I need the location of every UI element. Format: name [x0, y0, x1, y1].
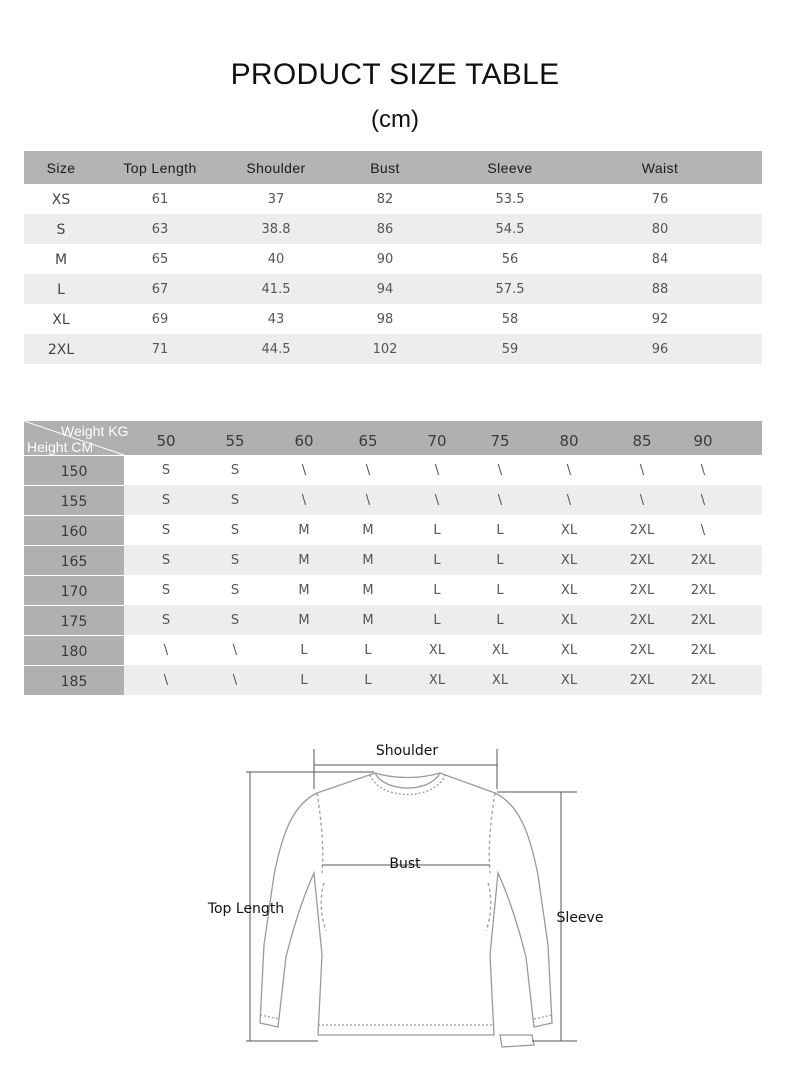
height-cell [24, 545, 124, 575]
recommended-size: 2XL [629, 643, 655, 658]
recommended-size: \ [566, 493, 572, 508]
measurement-value: 94 [376, 282, 394, 297]
recommended-size: 2XL [629, 583, 655, 598]
recommended-size: L [433, 613, 441, 628]
size-label: XL [52, 312, 70, 328]
recommended-size: XL [428, 643, 446, 658]
recommended-size: \ [497, 493, 503, 508]
height-value: 155 [60, 494, 88, 510]
column-header: Top Length [123, 160, 197, 176]
recommended-size: S [161, 553, 171, 568]
recommended-size: L [300, 643, 308, 658]
recommended-size: M [362, 553, 374, 568]
table-row [24, 274, 762, 304]
height-value: 180 [60, 644, 88, 660]
recommended-size: S [230, 553, 240, 568]
measurement-value: 98 [376, 312, 394, 327]
table-row [24, 485, 762, 515]
measurement-value: 88 [651, 282, 669, 297]
recommended-size: \ [232, 643, 238, 658]
height-cell [24, 575, 124, 605]
recommended-size: XL [560, 643, 578, 658]
height-value: 160 [60, 524, 88, 540]
measurement-value: 43 [267, 312, 285, 327]
weight-header: 90 [693, 432, 713, 450]
measurement-value: 37 [267, 192, 285, 207]
fit-table [24, 421, 762, 695]
recommended-size: S [161, 463, 171, 478]
table-row [24, 334, 762, 364]
size-label: L [57, 282, 65, 298]
table-row [24, 665, 762, 695]
recommended-size: M [298, 583, 310, 598]
measurement-value: 38.8 [261, 222, 291, 237]
height-value: 165 [60, 554, 88, 570]
measurement-value: 54.5 [495, 222, 525, 237]
height-cell [24, 455, 124, 485]
measurement-value: 56 [501, 252, 519, 267]
recommended-size: S [161, 493, 171, 508]
recommended-size: \ [163, 643, 169, 658]
measurement-value: 90 [376, 252, 394, 267]
height-value: 150 [60, 464, 88, 480]
recommended-size: 2XL [690, 613, 716, 628]
table-row [24, 244, 762, 274]
recommended-size: S [230, 523, 240, 538]
measurement-value: 41.5 [261, 282, 291, 297]
recommended-size: S [161, 523, 171, 538]
height-cell [24, 605, 124, 635]
column-header: Bust [370, 160, 400, 176]
recommended-size: M [298, 553, 310, 568]
height-value: 185 [60, 674, 88, 690]
recommended-size: XL [491, 673, 509, 688]
sleeve-label: Sleeve [556, 910, 604, 926]
recommended-size: \ [639, 493, 645, 508]
recommended-size: L [496, 523, 504, 538]
recommended-size: L [300, 673, 308, 688]
measurement-value: 82 [376, 192, 394, 207]
weight-header: 50 [156, 432, 176, 450]
recommended-size: M [298, 613, 310, 628]
measurement-value: 84 [651, 252, 669, 267]
recommended-size: \ [365, 463, 371, 478]
recommended-size: \ [566, 463, 572, 478]
recommended-size: \ [700, 463, 706, 478]
top-length-label: Top Length [207, 901, 285, 917]
weight-axis-label: Weight KG [61, 423, 129, 439]
recommended-size: XL [560, 553, 578, 568]
measurement-value: 58 [501, 312, 519, 327]
table-row [24, 455, 762, 485]
measurement-value: 80 [651, 222, 669, 237]
recommended-size: L [433, 553, 441, 568]
recommended-size: \ [301, 463, 307, 478]
measurement-value: 71 [151, 342, 169, 357]
size-table [24, 151, 762, 364]
height-cell [24, 485, 124, 515]
weight-header: 85 [632, 432, 652, 450]
recommended-size: XL [560, 523, 578, 538]
recommended-size: S [230, 583, 240, 598]
recommended-size: S [230, 493, 240, 508]
measurement-value: 57.5 [495, 282, 525, 297]
recommended-size: S [161, 613, 171, 628]
recommended-size: 2XL [629, 613, 655, 628]
measurement-value: 86 [376, 222, 394, 237]
recommended-size: 2XL [629, 673, 655, 688]
weight-header: 70 [427, 432, 447, 450]
measurement-value: 96 [651, 342, 669, 357]
measurement-value: 67 [151, 282, 169, 297]
measurement-value: 76 [651, 192, 669, 207]
table-row [24, 304, 762, 334]
shoulder-label: Shoulder [375, 743, 439, 759]
recommended-size: M [298, 523, 310, 538]
measurement-value: 44.5 [261, 342, 291, 357]
measurement-value: 102 [372, 342, 398, 357]
height-value: 175 [60, 614, 88, 630]
recommended-size: L [364, 643, 372, 658]
table-row [24, 515, 762, 545]
recommended-size: L [496, 583, 504, 598]
measurement-value: 61 [151, 192, 169, 207]
height-cell [24, 635, 124, 665]
table-row [24, 635, 762, 665]
recommended-size: \ [497, 463, 503, 478]
measurement-value: 69 [151, 312, 169, 327]
recommended-size: \ [639, 463, 645, 478]
height-cell [24, 515, 124, 545]
size-label: XS [51, 192, 71, 208]
measurement-value: 53.5 [495, 192, 525, 207]
recommended-size: 2XL [690, 583, 716, 598]
recommended-size: 2XL [690, 553, 716, 568]
column-header: Waist [641, 160, 679, 176]
recommended-size: \ [700, 523, 706, 538]
recommended-size: \ [700, 493, 706, 508]
height-value: 170 [60, 584, 88, 600]
table-row [24, 214, 762, 244]
recommended-size: \ [301, 493, 307, 508]
recommended-size: M [362, 583, 374, 598]
measurement-value: 92 [651, 312, 669, 327]
measurement-value: 63 [151, 222, 169, 237]
size-label: 2XL [47, 342, 75, 358]
weight-header: 55 [225, 432, 245, 450]
table-row [24, 184, 762, 214]
shirt-outline-icon [260, 773, 552, 1047]
recommended-size: L [433, 523, 441, 538]
measurement-lines [246, 749, 577, 1041]
recommended-size: 2XL [690, 673, 716, 688]
table-row [24, 575, 762, 605]
recommended-size: L [364, 673, 372, 688]
column-header: Shoulder [246, 160, 306, 176]
recommended-size: 2XL [629, 553, 655, 568]
recommended-size: 2XL [690, 643, 716, 658]
recommended-size: XL [560, 583, 578, 598]
recommended-size: M [362, 613, 374, 628]
bust-label: Bust [389, 856, 421, 872]
recommended-size: M [362, 523, 374, 538]
table-row [24, 545, 762, 575]
table-row [24, 605, 762, 635]
recommended-size: \ [163, 673, 169, 688]
shirt-measurement-diagram [0, 735, 790, 1065]
recommended-size: L [496, 613, 504, 628]
recommended-size: 2XL [629, 523, 655, 538]
weight-header: 80 [559, 432, 579, 450]
height-axis-label: Height CM [27, 439, 94, 455]
page-title: PRODUCT SIZE TABLE [230, 58, 560, 91]
unit-label: (cm) [371, 106, 419, 133]
column-header: Sleeve [487, 160, 533, 176]
weight-header: 60 [294, 432, 314, 450]
recommended-size: \ [434, 493, 440, 508]
recommended-size: L [496, 553, 504, 568]
recommended-size: S [230, 613, 240, 628]
recommended-size: S [161, 583, 171, 598]
size-label: S [56, 222, 66, 238]
recommended-size: XL [428, 673, 446, 688]
recommended-size: \ [365, 493, 371, 508]
recommended-size: S [230, 463, 240, 478]
size-label: M [54, 252, 68, 268]
measurement-value: 40 [267, 252, 285, 267]
weight-header: 75 [490, 432, 510, 450]
recommended-size: L [433, 583, 441, 598]
column-header: Size [46, 160, 76, 176]
height-cell [24, 665, 124, 695]
recommended-size: \ [232, 673, 238, 688]
recommended-size: XL [491, 643, 509, 658]
fit-table-header [24, 421, 762, 455]
recommended-size: XL [560, 673, 578, 688]
weight-header: 65 [358, 432, 378, 450]
measurement-value: 65 [151, 252, 169, 267]
recommended-size: \ [434, 463, 440, 478]
recommended-size: XL [560, 613, 578, 628]
size-table-header [24, 151, 762, 184]
measurement-value: 59 [501, 342, 519, 357]
